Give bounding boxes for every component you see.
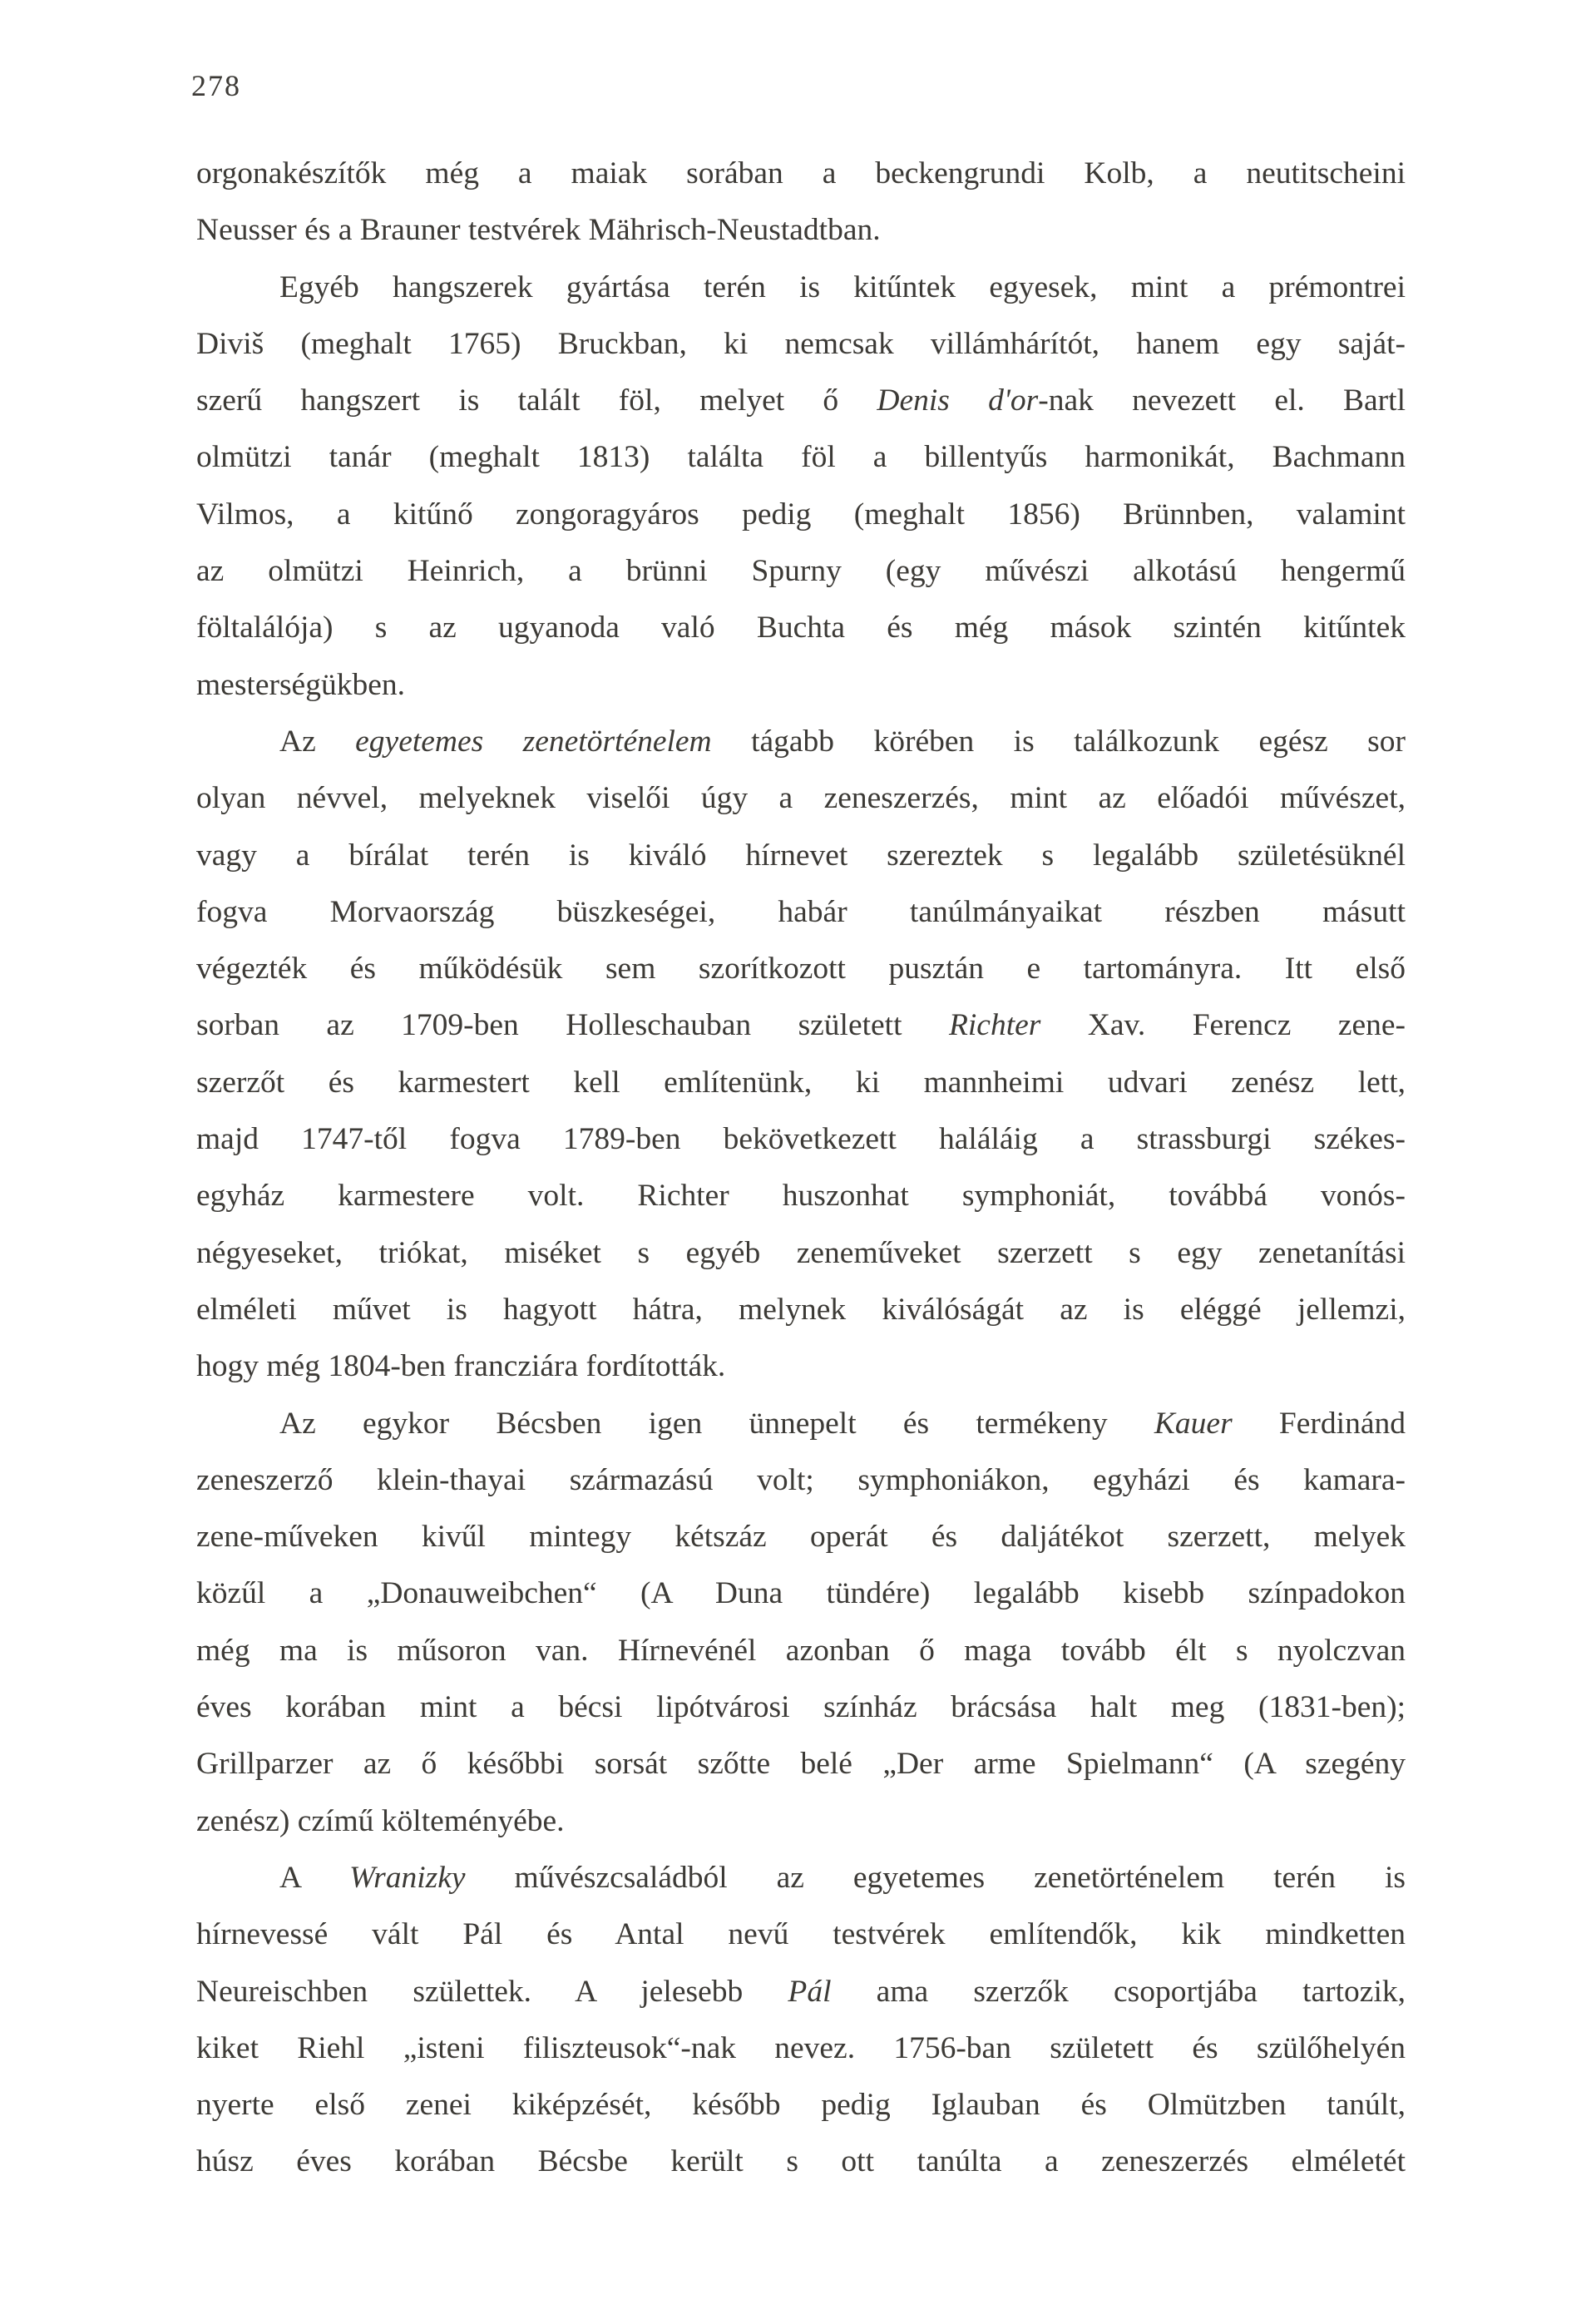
italic-name: Pál bbox=[788, 1974, 832, 2009]
text-run: Az egykor Bécsben igen ünnepelt és termékeny bbox=[279, 1406, 1154, 1441]
text-line bbox=[196, 997, 1406, 1054]
text-run: az olmützi Heinrich, a brünni Spurny (egy művészi alkotású hengermű bbox=[196, 554, 1406, 589]
text-run: zeneszerző klein-thayai származású volt; symphoniákon, egyházi és kamara- bbox=[196, 1462, 1406, 1497]
text-run: kiket Riehl „isteni filiszteusok“-nak nevez. 1756-ban született és szülőhelyén bbox=[196, 2030, 1406, 2065]
text-run: még ma is műsoron van. Hírnevénél azonban ő maga tovább élt s nyolczvan bbox=[196, 1633, 1406, 1668]
text-line bbox=[196, 1793, 1406, 1850]
text-run: húsz éves korában Bécsbe került s ott tanúlta a zeneszerzés elméletét bbox=[196, 2144, 1406, 2179]
text-run: tágabb körében is találkozunk egész sor bbox=[711, 724, 1406, 759]
text-line bbox=[196, 429, 1406, 486]
text-run: közűl a „Donauweibchen“ (A Duna tündére) legalább kisebb színpadokon bbox=[196, 1576, 1406, 1611]
text-run: -nak nevezett el. Bartl bbox=[1038, 383, 1406, 418]
text-line bbox=[196, 1736, 1406, 1792]
text-line bbox=[196, 1509, 1406, 1565]
text-run: művészcsaládból az egyetemes zenetörténelem terén is bbox=[465, 1860, 1406, 1895]
text-line bbox=[196, 714, 1406, 770]
italic-name: Kauer bbox=[1154, 1406, 1233, 1441]
text-line bbox=[196, 487, 1406, 543]
text-line bbox=[196, 657, 1406, 714]
text-line bbox=[196, 1055, 1406, 1111]
text-run: olmützi tanár (meghalt 1813) találta föl a billentyűs harmonikát, Bachmann bbox=[196, 440, 1406, 475]
text-line bbox=[196, 2134, 1406, 2190]
text-run: mesterségükben. bbox=[196, 667, 405, 702]
text-run: ama szerzők csoportjába tartozik, bbox=[831, 1974, 1406, 2009]
text-line bbox=[196, 543, 1406, 600]
text-run: végezték és működésük sem szorítkozott pusztán e tartományra. Itt első bbox=[196, 952, 1406, 986]
text-line bbox=[196, 1565, 1406, 1622]
text-run: vagy a bírálat terén is kiváló hírnevet szereztek s legalább születésüknél bbox=[196, 838, 1406, 873]
text-run: éves korában mint a bécsi lipótvárosi színház brácsása halt meg (1831-ben); bbox=[196, 1690, 1406, 1725]
text-run: négyeseket, triókat, miséket s egyéb zeneműveket szerzett s egy zenetanítási bbox=[196, 1235, 1406, 1270]
text-line bbox=[196, 1168, 1406, 1224]
text-line bbox=[196, 1850, 1406, 1906]
text-run: Az bbox=[279, 724, 356, 759]
text-run: hogy még 1804-ben francziára fordították. bbox=[196, 1349, 726, 1384]
text-line bbox=[196, 1452, 1406, 1509]
text-line bbox=[196, 373, 1406, 429]
text-run: Vilmos, a kitűnő zongoragyáros pedig (meghalt 1856) Brünnben, valamint bbox=[196, 497, 1406, 532]
text-run: szerzőt és karmestert kell említenünk, ki mannheimi udvari zenész lett, bbox=[196, 1065, 1406, 1100]
italic-name: Wranizky bbox=[348, 1860, 466, 1895]
text-line bbox=[196, 884, 1406, 941]
text-run: zene-műveken kivűl mintegy kétszáz operát és daljátékot szerzett, melyek bbox=[196, 1520, 1406, 1555]
text-run: Neureischben születtek. A jelesebb bbox=[196, 1974, 788, 2009]
text-run: olyan névvel, melyeknek viselői úgy a zeneszerzés, mint az előadói művészet, bbox=[196, 781, 1406, 816]
page-number: 278 bbox=[191, 69, 241, 102]
text-line bbox=[196, 1282, 1406, 1338]
text-run: Neusser és a Brauner testvérek Mährisch-Neustadtban. bbox=[196, 213, 881, 248]
text-run: sorban az 1709-ben Holleschauban született bbox=[196, 1008, 949, 1043]
text-line bbox=[196, 1964, 1406, 2020]
text-run: elméleti művet is hagyott hátra, melynek kiválóságát az is eléggé jellemzi, bbox=[196, 1292, 1406, 1327]
text-run: A bbox=[279, 1860, 349, 1895]
body-text bbox=[196, 146, 1406, 2191]
text-line bbox=[196, 316, 1406, 373]
text-line bbox=[196, 1906, 1406, 1963]
text-line bbox=[196, 146, 1406, 202]
text-run: fogva Morvaország büszkeségei, habár tanúlmányaikat részben másutt bbox=[196, 894, 1406, 929]
italic-name: Richter bbox=[948, 1008, 1041, 1043]
text-run: föltalálója) s az ugyanoda való Buchta és még mások szintén kitűntek bbox=[196, 611, 1406, 645]
text-run: Grillparzer az ő későbbi sorsát szőtte belé „Der arme Spielmann“ (A szegény bbox=[196, 1747, 1406, 1782]
text-run: nyerte első zenei kiképzését, később pedig Iglauban és Olmützben tanúlt, bbox=[196, 2088, 1406, 2123]
text-line bbox=[196, 1111, 1406, 1168]
text-line bbox=[196, 1623, 1406, 1679]
text-line bbox=[196, 2077, 1406, 2134]
text-line bbox=[196, 202, 1406, 259]
text-line bbox=[196, 1679, 1406, 1736]
text-line bbox=[196, 1396, 1406, 1452]
text-run: Xav. Ferencz zene- bbox=[1040, 1008, 1406, 1043]
text-line bbox=[196, 1225, 1406, 1282]
text-line bbox=[196, 1338, 1406, 1395]
text-run: szerű hangszert is talált föl, melyet ő bbox=[196, 383, 877, 418]
text-line bbox=[196, 941, 1406, 997]
text-run: zenész) czímű költeményébe. bbox=[196, 1803, 565, 1838]
text-line bbox=[196, 260, 1406, 316]
italic-name: egyetemes zenetörténelem bbox=[355, 724, 712, 759]
text-run: Egyéb hangszerek gyártása terén is kitűntek egyesek, mint a prémontrei bbox=[279, 269, 1406, 304]
text-run: orgonakészítők még a maiak sorában a beckengrundi Kolb, a neutitscheini bbox=[196, 156, 1406, 190]
italic-name: Denis d'or bbox=[877, 383, 1039, 418]
text-line bbox=[196, 2020, 1406, 2077]
text-run: hírnevessé vált Pál és Antal nevű testvérek említendők, kik mindketten bbox=[196, 1917, 1406, 1952]
text-run: majd 1747-től fogva 1789-ben bekövetkezett haláláig a strassburgi székes- bbox=[196, 1122, 1406, 1157]
text-line bbox=[196, 828, 1406, 884]
text-run: egyház karmestere volt. Richter huszonhat symphoniát, továbbá vonós- bbox=[196, 1179, 1406, 1214]
text-run: Diviš (meghalt 1765) Bruckban, ki nemcsak villámhárítót, hanem egy saját- bbox=[196, 326, 1406, 361]
text-run: Ferdinánd bbox=[1232, 1406, 1406, 1441]
text-line bbox=[196, 770, 1406, 827]
text-line bbox=[196, 600, 1406, 656]
